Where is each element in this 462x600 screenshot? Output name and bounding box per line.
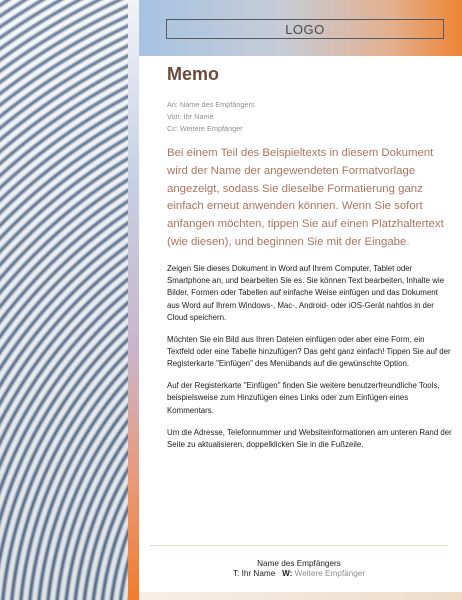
logo-text: LOGO xyxy=(285,21,325,37)
body-paragraph[interactable]: Auf der Registerkarte "Einfügen" finden Sie weitere benutzerfreundliche Tools, beispielsweise zum Hinzufügen eines Links oder zum Einfügen eines Kommentars. xyxy=(167,381,440,415)
from-field[interactable] xyxy=(167,111,255,123)
cc-value: Weitere Empfänger xyxy=(179,124,243,133)
cc-field[interactable] xyxy=(167,123,255,135)
footer-phone-value: Ihr Name xyxy=(241,569,276,578)
gradient-accent-stripe xyxy=(128,0,139,600)
footer-recipient-name[interactable]: Name des Empfängers xyxy=(257,559,341,568)
to-value: Name des Empfängers xyxy=(179,100,255,109)
footer-bottom-bar xyxy=(139,592,462,600)
from-label: Von: xyxy=(167,112,182,121)
body-paragraph[interactable]: Zeigen Sie dieses Dokument in Word auf Ihrem Computer, Tablet oder Smartphone an, und bearbeiten Sie es. Sie können Text bearbeiten, Inhalte wie Bilder, Formen oder Tabellen auf einfache Weise einfügen und das Dokument aus Word auf Ihrem Windows-, Mac-, Android- oder iOS-Gerät nahtlos in der Cloud speichern. xyxy=(167,264,445,322)
to-field[interactable] xyxy=(167,99,255,111)
footer-divider xyxy=(150,545,448,546)
intro-paragraph[interactable]: Bei einem Teil des Beispieltexts in diesem Dokument wird der Name der angewendeten Formatvorlage angezeigt, sodass Sie dieselbe Formatierung ganz einfach erneut anwenden können. Wenn Sie sofort anfangen möchten, tippen Sie auf einen Platzhaltertext (wie diesen), und beginnen Sie mit der Eingabe. xyxy=(167,147,444,248)
body-paragraph[interactable]: Möchten Sie ein Bild aus Ihren Dateien einfügen oder aber eine Form, ein Textfeld oder eine Tabelle hinzufügen? Das geht ganz einfach! Tippen Sie auf der Registerkarte "Einfügen" des Menübands auf die gewünschte Option. xyxy=(167,334,451,369)
footer-web-value: Weitere Empfänger xyxy=(294,569,366,578)
logo-placeholder[interactable] xyxy=(166,19,444,39)
footer-contact-line[interactable] xyxy=(150,569,448,578)
body-paragraph[interactable]: Um die Adresse, Telefonnummer und Websiteinformationen am unteren Rand der Seite zu aktualisieren, doppelklicken Sie in die Fußzeile. xyxy=(167,427,452,449)
memo-body xyxy=(167,263,452,461)
memo-address-block xyxy=(167,99,255,135)
to-label: An: xyxy=(167,100,178,109)
snow-texture-shade xyxy=(0,0,128,600)
footer-web-label: W: xyxy=(282,569,293,578)
from-value: Ihr Name xyxy=(183,112,214,121)
cc-label: Cc: xyxy=(167,124,178,133)
footer-phone-label: T: xyxy=(232,569,240,578)
memo-title: Memo xyxy=(167,64,220,84)
